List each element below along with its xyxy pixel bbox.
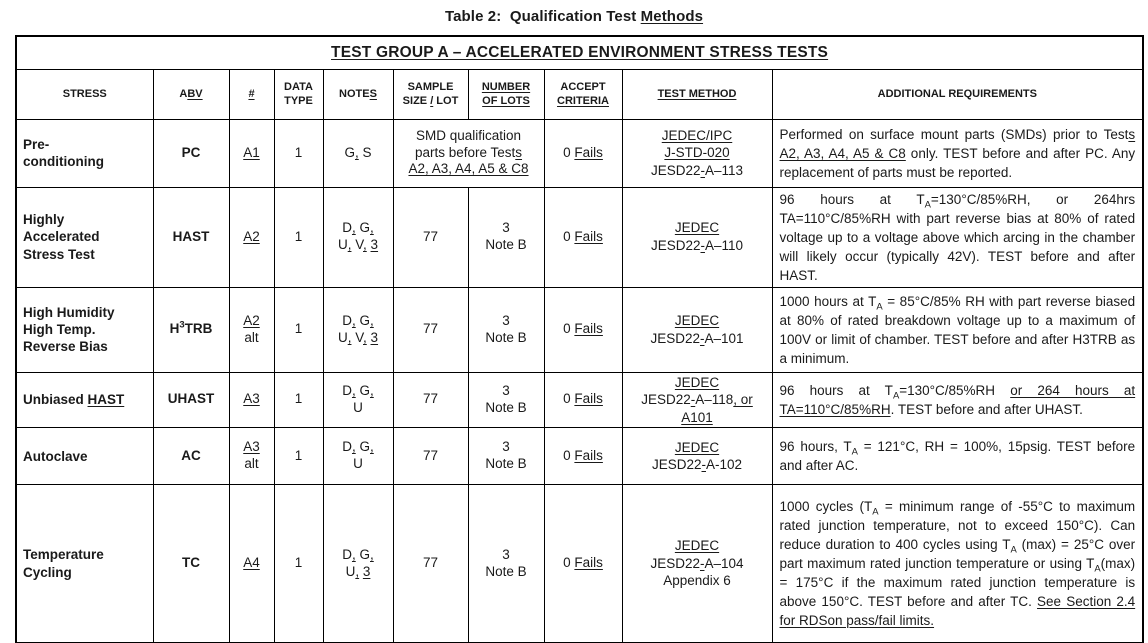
qualification-test-table — [15, 35, 1144, 643]
table-row-uhast — [16, 372, 1143, 428]
table-row-pre-conditioning — [16, 119, 1143, 187]
cell-data-type: 1 — [274, 485, 323, 643]
cell-abv: HAST — [153, 187, 229, 287]
cell-accept-criteria: 0 Fails — [544, 428, 622, 485]
cell-sample-size: 77 — [393, 372, 468, 428]
col-header-accept-criteria: ACCEPT CRITERIA — [544, 69, 622, 119]
cell-stress: High Humidity High Temp. Reverse Bias — [16, 287, 153, 372]
cell-notes: D, G, U, 3 — [323, 485, 393, 643]
cell-additional-requirements: 96 hours at $T_A=130^\circ C/85\%RH$, or 264hrs TA=110°C/85%RH with part reverse bias at 80% of rated voltage up to a voltage above which arcing in the chamber will likely occur (typically 42V). TEST before and after HAST. — [772, 187, 1143, 287]
cell-abv: UHAST — [153, 372, 229, 428]
cell-additional-requirements: 1000 hours at $T_A = 85^\circ C/85\%$ RH with part reverse biased at 80% of rated breakdown voltage up to a maximum of 100V or limit of chamber. TEST before and after H3TRB as a minimum. — [772, 287, 1143, 372]
cell-test-method: JEDEC JESD22-A–110 — [622, 187, 772, 287]
cell-sample-size: 77 — [393, 428, 468, 485]
cell-test-method: JEDEC JESD22-A–104 Appendix 6 — [622, 485, 772, 643]
col-header-test-method: TEST METHOD — [622, 69, 772, 119]
cell-additional-requirements: 1000 cycles ($T_A$ = minimum range of -55°C to maximum rated junction temperature, not to exceed 150°C). Can reduce duration to 400 cycles using $T_A$ (max) = 25°C over part maximum rated junction temperature or using $T_A(\max) = 175^\circ C$ if the maximum rated junction temperature is above 150°C. TEST before and after TC. See Section 2.4 for RDSon pass/fail limits. — [772, 485, 1143, 643]
table-row-autoclave — [16, 428, 1143, 485]
col-header-number-of-lots: NUMBER OF LOTS — [468, 69, 544, 119]
cell-stress: Highly Accelerated Stress Test — [16, 187, 153, 287]
cell-data-type: 1 — [274, 372, 323, 428]
cell-notes: D, G, U — [323, 428, 393, 485]
cell-accept-criteria: 0 Fails — [544, 187, 622, 287]
col-header-stress: STRESS — [16, 69, 153, 119]
cell-additional-requirements: 96 hours at $T_A=130^\circ C/85\%RH$ or 264 hours at TA=110°C/85%RH. TEST before and after UHAST. — [772, 372, 1143, 428]
cell-number: A2 — [229, 187, 274, 287]
cell-number: A2 alt — [229, 287, 274, 372]
test-group-header: TEST GROUP A – ACCELERATED ENVIRONMENT STRESS TESTS — [16, 36, 1143, 69]
cell-notes: D, G, U, V, 3 — [323, 187, 393, 287]
cell-number-of-lots: 3 Note B — [468, 428, 544, 485]
cell-number: A4 — [229, 485, 274, 643]
col-header-notes: NOTES — [323, 69, 393, 119]
cell-notes: G, S — [323, 119, 393, 187]
cell-sample-size-merged: SMD qualification parts before Tests A2, A3, A4, A5 & C8 — [393, 119, 544, 187]
col-header-sample-size: SAMPLE SIZE / LOT — [393, 69, 468, 119]
cell-number-of-lots: 3 Note B — [468, 187, 544, 287]
table-row-h3trb — [16, 287, 1143, 372]
cell-test-method: JEDEC JESD22-A-102 — [622, 428, 772, 485]
cell-number: A1 — [229, 119, 274, 187]
cell-accept-criteria: 0 Fails — [544, 485, 622, 643]
cell-sample-size: 77 — [393, 485, 468, 643]
table-row-temperature-cycling — [16, 485, 1143, 643]
cell-additional-requirements: Performed on surface mount parts (SMDs) prior to Tests A2, A3, A4, A5 & C8 only. TEST before and after PC. Any replacement of parts must be reported. — [772, 119, 1143, 187]
cell-number: A3 — [229, 372, 274, 428]
cell-accept-criteria: 0 Fails — [544, 372, 622, 428]
table-title: Table 2: Qualification Test Methods — [444, 8, 704, 25]
cell-sample-size: 77 — [393, 287, 468, 372]
cell-test-method: JEDEC/IPC J-STD-020 JESD22-A–113 — [622, 119, 772, 187]
col-header-number: # — [229, 69, 274, 119]
col-header-additional-requirements: ADDITIONAL REQUIREMENTS — [772, 69, 1143, 119]
cell-data-type: 1 — [274, 287, 323, 372]
col-header-data-type: DATA TYPE — [274, 69, 323, 119]
cell-data-type: 1 — [274, 187, 323, 287]
cell-number-of-lots: 3 Note B — [468, 287, 544, 372]
cell-abv: TC — [153, 485, 229, 643]
cell-number: A3 alt — [229, 428, 274, 485]
cell-data-type: 1 — [274, 119, 323, 187]
cell-accept-criteria: 0 Fails — [544, 287, 622, 372]
cell-sample-size: 77 — [393, 187, 468, 287]
cell-notes: D, G, U, V, 3 — [323, 287, 393, 372]
cell-stress: Autoclave — [16, 428, 153, 485]
cell-abv: AC — [153, 428, 229, 485]
cell-notes: D, G, U — [323, 372, 393, 428]
column-header-row — [16, 69, 1143, 119]
cell-stress: Unbiased HAST — [16, 372, 153, 428]
group-header-row — [16, 36, 1143, 69]
cell-stress: Pre- conditioning — [16, 119, 153, 187]
cell-accept-criteria: 0 Fails — [544, 119, 622, 187]
cell-number-of-lots: 3 Note B — [468, 372, 544, 428]
cell-data-type: 1 — [274, 428, 323, 485]
cell-additional-requirements: 96 hours, $T_A = 121^\circ C$, RH = 100%, 15psig. TEST before and after AC. — [772, 428, 1143, 485]
col-header-abv: ABV — [153, 69, 229, 119]
cell-number-of-lots: 3 Note B — [468, 485, 544, 643]
cell-abv: $H^3TRB$ — [153, 287, 229, 372]
cell-test-method: JEDEC JESD22-A–118, or A101 — [622, 372, 772, 428]
cell-test-method: JEDEC JESD22-A–101 — [622, 287, 772, 372]
table-row-hast — [16, 187, 1143, 287]
cell-stress: Temperature Cycling — [16, 485, 153, 643]
cell-abv: PC — [153, 119, 229, 187]
